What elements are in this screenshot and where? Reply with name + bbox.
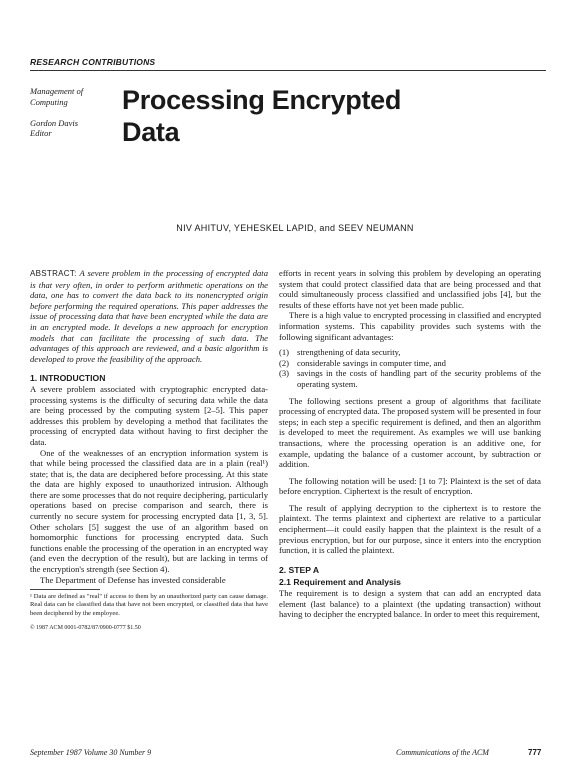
list-item (279, 358, 541, 369)
list-item (279, 347, 541, 358)
intro-heading: 1. INTRODUCTION (30, 373, 106, 384)
right-paragraph-1: efforts in recent years in solving this problem by developing an operating system that could protect classified data that are being processed and that could simultaneously process classified and unclassified jobs [4], but the results of these efforts have not yet been made public. (279, 268, 541, 310)
advantages-list (279, 347, 541, 389)
intro-paragraph-2: One of the weaknesses of an encryption information system is that while being processed the classified data are in a plain (real¹) state; that is, the data are deciphered before processing. At this state the data are highly exposed to unauthorized intrusion. Although there are some processes that do not require deciphering, particularly operations based on precise comparison and search, there is currently no secure system for processing encrypted data [1, 3, 5]. Other scholars [5] suggest the use of an algorithm based on homomorphic functions for processing encrypted data. Such functions enable the processing of the operation in an encrypted way (and even the decryption of the result), but are lacking in terms of the encryption's strength (see Section 4). (30, 447, 268, 575)
right-paragraph-4: The following notation will be used: [1 to 7]: Plaintext is the set of data before encryption. Ciphertext is the result of encryption. (279, 475, 541, 497)
editor-name: Gordon Davis (30, 118, 79, 128)
abstract (30, 268, 268, 364)
right-paragraph-6: The requirement is to design a system that can add an encrypted data element (last balance) to a plaintext (the updating transaction) without having to decipher the encrypted balance. In order to meet this requirement, (279, 588, 541, 620)
header-rule (30, 70, 546, 71)
right-column (279, 268, 541, 620)
list-item-number: (2) (279, 357, 290, 368)
intro-paragraph-1: A severe problem associated with cryptographic encrypted data-processing systems is the difficulty of securing data while the data are being processed by the computing system [2–5]. This paper addresses this problem by developing a method that facilitates the processing of encrypted data without having to first decipher the data. (30, 383, 268, 447)
page-number: 777 (528, 748, 542, 757)
step-a-heading: 2. STEP A (279, 564, 320, 575)
abstract-lead: ABSTRACT: (30, 269, 77, 278)
right-paragraph-3: The following sections present a group of algorithms that facilitate processing of encrypted data. The proposed system will be presented in four steps; in each step a specific requirement is defined, and then an algorithm is developed to meet the requirement. As examples we will use banking transactions, where the processing operation is an additive one, for example, updating the balance of a customer account, by subtraction or addition. (279, 395, 541, 470)
title-line-1: Processing Encrypted (122, 85, 402, 115)
department-label: Management of Computing (30, 86, 84, 107)
abstract-text: A severe problem in the processing of encrypted data is that very often, in order to perform arithmetic operations on the data, one has to convert the data back to its nonencrypted origin before performing the required operations. This paper addresses the issue of processing data that have been encrypted while the data are in an encrypted mode. It develops a new approach for encryption models that can facilitate the processing of such data. The advantages of this approach are reviewed, and a basic algorithm is developed to prove the feasibility of the approach. (30, 268, 268, 364)
list-item-text: savings in the costs of handling part of the security problems of the operating system. (297, 368, 541, 389)
journal-name: Communications of the ACM (396, 748, 489, 757)
intro-paragraph-3: The Department of Defense has invested considerable (40, 574, 226, 585)
right-paragraph-2: There is a high value to encrypted processing in classified and encrypted information systems. This capability provides such systems with the following significant advantages: (279, 310, 541, 342)
right-paragraph-5: The result of applying decryption to the ciphertext is to restore the plaintext. The terms plaintext and ciphertext are relative to a particular encipherment—it could easily happen that the plaintext is the result of a previous encryption, but for our purpose, since it enters into the encryption function, it is called the plaintext. (279, 502, 541, 556)
title-line-2: Data (122, 117, 180, 147)
footnote-rule (30, 589, 100, 590)
left-column (30, 268, 268, 632)
requirement-subheading: 2.1 Requirement and Analysis (279, 577, 401, 588)
list-item-number: (1) (279, 347, 290, 358)
author-list: NIV AHITUV, YEHESKEL LAPID, and SEEV NEUMANN (176, 223, 414, 233)
list-item-text: considerable savings in computer time, and (297, 357, 446, 368)
editor-role: Editor (30, 128, 52, 138)
list-item-number: (3) (279, 368, 290, 379)
list-item (279, 368, 541, 389)
list-item-text: strengthening of data security, (297, 347, 401, 358)
issue-info: September 1987 Volume 30 Number 9 (30, 748, 152, 757)
article-title (122, 84, 401, 148)
footnote: ¹ Data are defined as "real" if access to them by an unauthorized party can cause damage. Real data can be classified data that have not been encrypted, or classified data that have been deciphered by the employee. (30, 593, 268, 617)
copyright-line: © 1987 ACM 0001-0782/87/0900-0777 $1.50 (30, 624, 141, 631)
section-label: RESEARCH CONTRIBUTIONS (30, 57, 156, 67)
